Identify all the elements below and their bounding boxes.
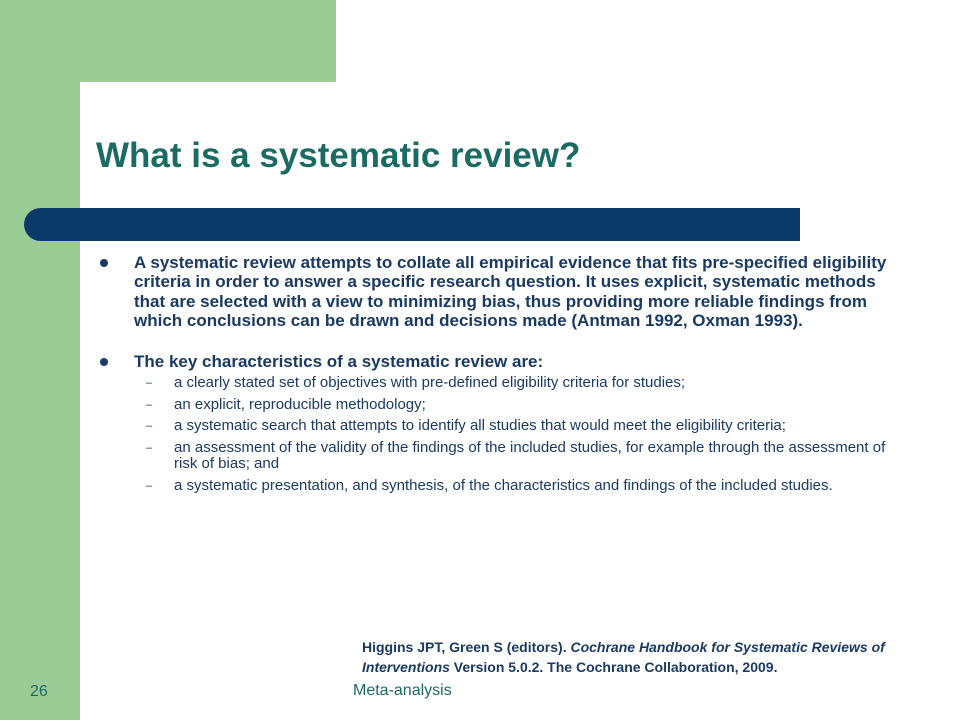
list-item bbox=[146, 440, 900, 473]
bullet-item bbox=[100, 253, 900, 330]
page-number: 26 bbox=[30, 683, 48, 700]
list-item-text: an explicit, reproducible methodology; bbox=[174, 395, 426, 413]
slide-body bbox=[100, 253, 900, 499]
dash-icon: – bbox=[146, 377, 153, 390]
list-item bbox=[146, 418, 900, 435]
citation bbox=[362, 637, 942, 677]
green-side-band bbox=[0, 0, 80, 720]
dash-icon: – bbox=[146, 479, 153, 492]
dash-icon: – bbox=[146, 420, 153, 433]
list-item bbox=[146, 478, 900, 495]
list-item-text: a clearly stated set of objectives with pre-defined eligibility criteria for studies; bbox=[174, 374, 686, 392]
title-underline-bar bbox=[24, 208, 800, 241]
slide-title: What is a systematic review? bbox=[96, 136, 581, 175]
bullet-text: The key characteristics of a systematic review are: bbox=[134, 352, 544, 372]
citation-authors: Higgins JPT, Green S (editors). bbox=[362, 639, 571, 655]
characteristics-list bbox=[146, 375, 900, 494]
list-item-text: a systematic presentation, and synthesis, of the characteristics and findings of the included studies. bbox=[174, 476, 833, 494]
bullet-text: A systematic review attempts to collate all empirical evidence that fits pre-specified eligibility criteria in order to answer a specific research question. It uses explicit, systematic methods that are selected with a view to minimizing bias, thus providing more reliable findings from which conclusions can be drawn and decisions made (Antman 1992, Oxman 1993). bbox=[134, 253, 887, 330]
footer-title: Meta-analysis bbox=[353, 682, 452, 699]
list-item-text: an assessment of the validity of the findings of the included studies, for example through the assessment of risk of bias; and bbox=[174, 438, 886, 473]
dash-icon: – bbox=[146, 398, 153, 411]
list-item-text: a systematic search that attempts to identify all studies that would meet the eligibility criteria; bbox=[174, 417, 786, 435]
list-item bbox=[146, 375, 900, 392]
green-top-band bbox=[0, 0, 336, 82]
dash-icon: – bbox=[146, 441, 153, 454]
citation-title: Cochrane Handbook for Systematic Reviews of Interventions bbox=[362, 639, 885, 675]
list-item bbox=[146, 397, 900, 414]
bullet-item bbox=[100, 352, 900, 371]
bullet-dot-icon bbox=[100, 358, 108, 366]
bullet-dot-icon bbox=[100, 259, 108, 267]
citation-details: Version 5.0.2. The Cochrane Collaboration, 2009. bbox=[449, 659, 778, 675]
